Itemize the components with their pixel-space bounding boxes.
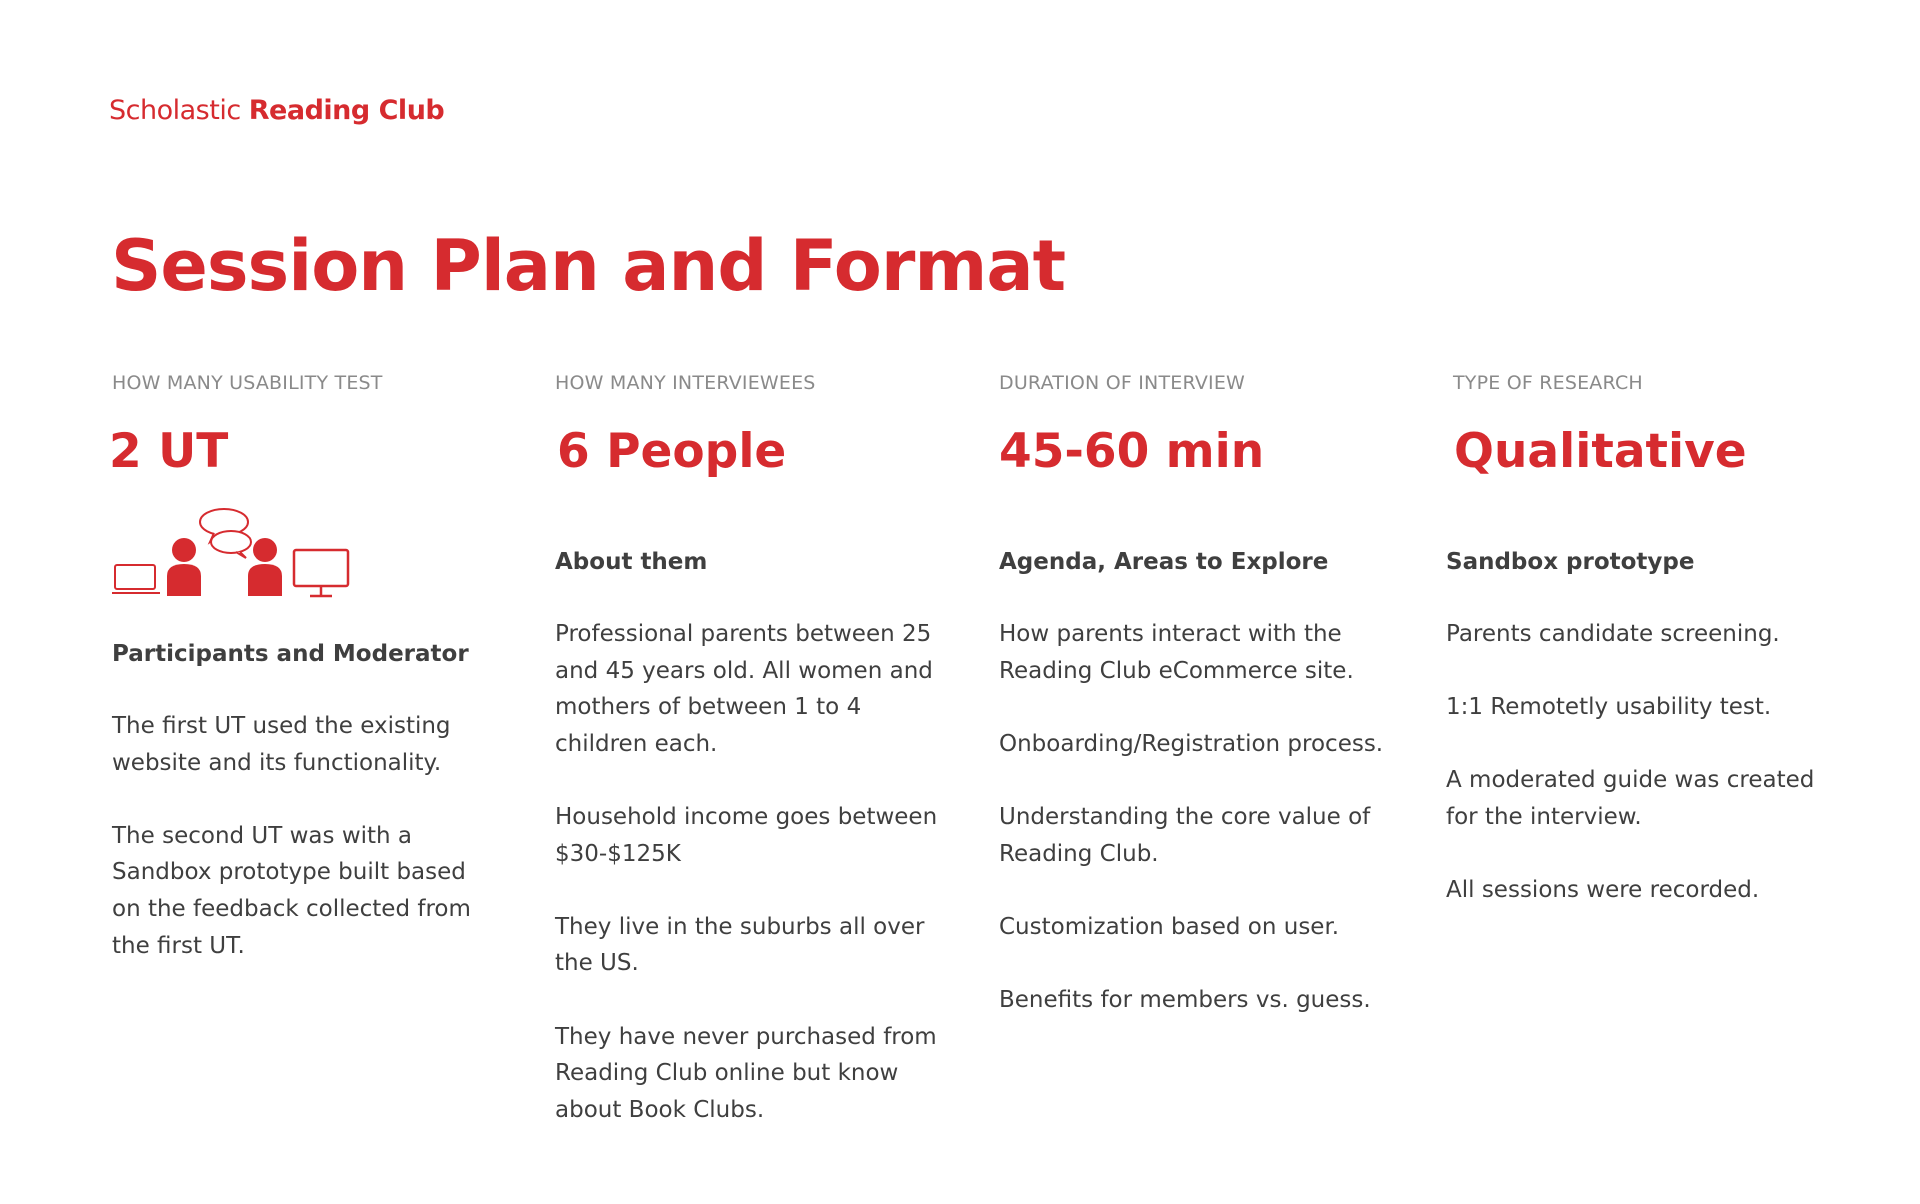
body-paragraph: Parents candidate screening. [1446,621,1780,647]
column-body [112,708,472,964]
body-paragraph: Onboarding/Registration process. [999,730,1384,757]
column-interviewees [555,370,945,1165]
column-body [999,616,1399,1019]
speech-bubbles-icon [200,509,251,558]
column-value: 2 UT [109,424,229,479]
body-paragraph: They have never purchased from Reading Club online but know about Book Clubs. [555,1023,937,1123]
body-paragraph: Household income goes between $30-$125K [555,803,938,867]
person-icon [167,538,201,596]
column-label: DURATION OF INTERVIEW [999,372,1246,394]
monitor-icon [294,550,348,596]
column-subtitle: Sandbox prototype [1446,549,1695,575]
body-paragraph: Benefits for members vs. guess. [999,986,1371,1013]
brand-logo [109,95,444,126]
body-paragraph: Understanding the core value of Reading Club. [999,803,1371,867]
column-body [1446,616,1826,909]
body-paragraph: How parents interact with the Reading Club eCommerce site. [999,621,1354,684]
page-title: Session Plan and Format [111,225,1066,307]
column-value: 45-60 min [999,424,1265,479]
person-icon [248,538,282,596]
body-paragraph: They live in the suburbs all over the US. [555,913,925,977]
column-usability-tests [109,370,472,1001]
body-paragraph: The second UT was with a Sandbox prototype built based on the feedback collected from the first UT. [112,822,471,959]
body-paragraph: Customization based on user. [999,913,1340,940]
column-label: HOW MANY USABILITY TEST [112,372,383,394]
column-subtitle: Participants and Moderator [112,641,469,667]
body-paragraph: The first UT used the existing website and its functionality. [112,713,451,776]
body-paragraph: 1:1 Remotetly usability test. [1446,694,1772,721]
body-paragraph: A moderated guide was created for the interview. [1446,767,1815,830]
body-paragraph: Professional parents between 25 and 45 years old. All women and mothers of between 1 to 4 children each. [555,621,933,757]
column-duration [999,370,1399,1055]
laptop-icon [112,565,160,593]
column-subtitle: Agenda, Areas to Explore [999,549,1329,575]
column-research-type [1446,370,1826,945]
brand-name-bold: Reading Club [248,95,445,126]
brand-name-light: Scholastic [109,95,241,126]
column-subtitle: About them [555,549,708,575]
column-body [555,616,945,1128]
participants-moderator-icon [112,500,352,600]
column-value: 6 People [557,424,787,479]
column-value: Qualitative [1454,424,1747,479]
column-label: TYPE OF RESEARCH [1453,372,1643,394]
body-paragraph: All sessions were recorded. [1446,877,1760,904]
column-label: HOW MANY INTERVIEWEES [555,372,816,394]
